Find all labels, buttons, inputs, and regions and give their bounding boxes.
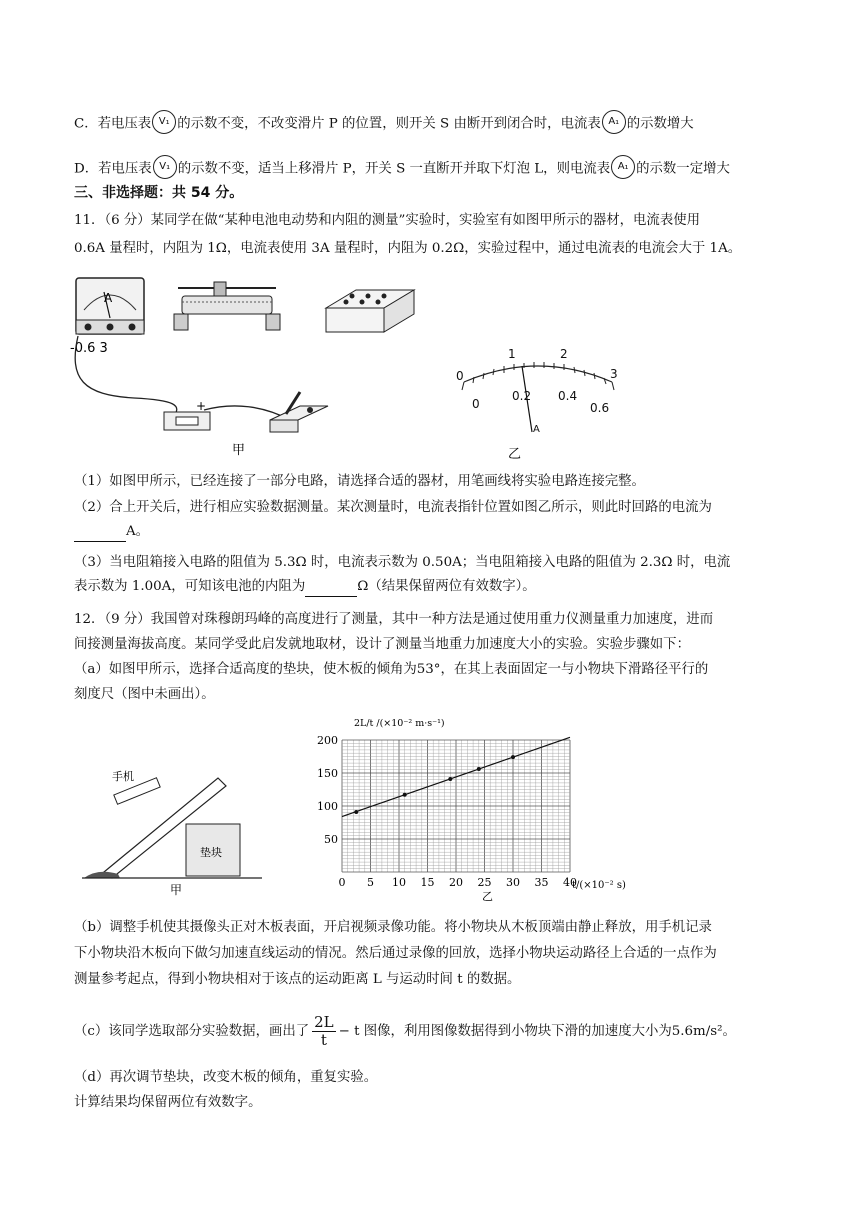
option-c: C．若电压表 V₁ 的示数不变，不改变滑片 P 的位置，则开关 S 由断开到闭合时，电流表 A₁ 的示数增大 — [74, 112, 798, 136]
q12-step-b1: （b）调整手机使其摄像头正对木板表面，开启视频录像功能。将小物块从木板顶端由静止释放，用手机记录 — [74, 920, 712, 935]
switch-device — [270, 392, 328, 432]
fig-jia-label: 甲 — [232, 443, 246, 458]
q12-note: 计算结果均保留两位有效数字。 — [74, 1095, 262, 1110]
q12-step-b3: 测量参考起点，得到小物块相对于该点的运动距离 L 与运动时间 t 的数据。 — [74, 972, 521, 987]
data-point — [477, 767, 481, 771]
svg-text:手机: 手机 — [112, 770, 134, 783]
ammeter-device — [70, 278, 144, 356]
q11-part1: （1）如图甲所示，已经连接了一部分电路，请选择合适的器材，用笔画线将实验电路连接完整。 — [74, 474, 645, 489]
y-tick-label: 50 — [324, 833, 338, 846]
data-point — [448, 777, 452, 781]
y-axis-label: 2L/t /(×10⁻² m·s⁻¹) — [354, 718, 445, 729]
graph-figure — [317, 712, 650, 903]
q12-step-c: （c）该同学选取部分实验数据，画出了 $\frac{2L}{t}$ − t 图像，利用图像数据得到小物块下滑的加速度大小为5.6m/s²。 — [74, 1013, 736, 1049]
x-axis-label: t/(×10⁻² s) — [572, 880, 626, 891]
section-heading: 三、非选择题：共 54 分。 — [74, 185, 244, 201]
q11-line1: 11．（6 分）某同学在做“某种电池电动势和内阻的测量”实验时，实验室有如图甲所示的器材，电流表使用 — [74, 213, 700, 228]
voltmeter-icon: V₁ — [152, 110, 176, 134]
svg-text:-0.6 3: -0.6 3 — [70, 341, 108, 356]
q11-part3: （3）当电阻箱接入电路的阻值为 5.3Ω 时，电流表示数为 0.50A；当电阻箱接入电路的阻值为 2.3Ω 时，电流 — [74, 555, 731, 570]
answer-blank[interactable] — [74, 527, 126, 542]
q11-part2: （2）合上开关后，进行相应实验数据测量。某次测量时，电流表指针位置如图乙所示，则此时回路的电流为 — [74, 500, 712, 515]
fraction-2l-over-t: $\frac{2L}{t}$ — [314, 1013, 334, 1049]
q11-part3-answer: 表示数为 1.00A，可知该电池的内阻为 Ω（结果保留两位有效数字）。 — [74, 577, 798, 597]
incline-figure — [78, 760, 268, 895]
data-point — [403, 793, 407, 797]
x-tick-label: 15 — [420, 876, 435, 889]
q11-line2: 0.6A 量程时，内阻为 1Ω，电流表使用 3A 量程时，内阻为 0.2Ω，实验过程中，通过电流表的电流会大于 1A。 — [74, 241, 742, 256]
x-tick-label: 40 — [563, 876, 577, 889]
q12-step-d: （d）再次调节垫块，改变木板的倾角，重复实验。 — [74, 1070, 378, 1085]
svg-text:0: 0 — [472, 397, 480, 411]
x-tick-label: 30 — [506, 876, 520, 889]
ammeter-icon: A₁ — [602, 110, 626, 134]
svg-text:垫块: 垫块 — [200, 846, 222, 859]
resistance-box — [326, 290, 414, 332]
y-tick-label: 150 — [317, 767, 338, 780]
svg-text:0.2: 0.2 — [512, 389, 532, 403]
q12-step-b2: 下小物块沿木板向下做匀加速直线运动的情况。然后通过录像的回放，选择小物块运动路径上合适的一点作为 — [74, 946, 717, 961]
q12-line1: 12．（9 分）我国曾对珠穆朗玛峰的高度进行了测量，其中一种方法是通过使用重力仪测量重力加速度，进而 — [74, 612, 714, 627]
data-point — [511, 755, 515, 759]
y-tick-label: 100 — [317, 800, 338, 813]
plot-grid — [342, 740, 570, 872]
apparatus-figure — [64, 270, 424, 460]
svg-text:1: 1 — [508, 347, 516, 361]
voltmeter-icon: V₁ — [153, 155, 177, 179]
fig-yi-label: 乙 — [508, 447, 522, 462]
q12-line2: 间接测量海拔高度。某同学受此启发就地取材，设计了测量当地重力加速度大小的实验。实验步骤如下： — [74, 637, 690, 652]
option-d: D．若电压表 V₁ 的示数不变，适当上移滑片 P，开关 S 一直断开并取下灯泡 L，则电流表 A₁ 的示数一定增大 — [74, 157, 798, 181]
q12-step-a2: 刻度尺（图中未画出）。 — [74, 687, 215, 702]
svg-text:A: A — [533, 424, 540, 435]
svg-text:0: 0 — [456, 369, 464, 383]
ammeter-icon: A₁ — [611, 155, 635, 179]
x-tick-label: 35 — [534, 876, 549, 889]
answer-blank[interactable] — [305, 582, 357, 597]
x-tick-label: 20 — [449, 876, 463, 889]
svg-text:A: A — [104, 291, 113, 305]
svg-text:乙: 乙 — [482, 890, 493, 903]
x-tick-label: 25 — [477, 876, 492, 889]
q12-step-a1: （a）如图甲所示，选择合适高度的垫块，使木板的倾角为53°，在其上表面固定一与小物块下滑路径平行的 — [74, 662, 709, 677]
rheostat-device — [174, 282, 280, 330]
y-tick-label: 200 — [317, 734, 338, 747]
svg-text:3: 3 — [610, 367, 618, 381]
svg-text:0.4: 0.4 — [558, 389, 578, 403]
svg-text:+: + — [196, 399, 207, 413]
x-tick-label: 5 — [367, 876, 374, 889]
x-tick-label: 0 — [338, 876, 346, 889]
svg-text:0.6: 0.6 — [590, 401, 610, 415]
meter-scale-figure — [440, 340, 640, 465]
data-point — [354, 810, 358, 814]
q11-part2-answer: A。 — [74, 522, 798, 542]
svg-text:甲: 甲 — [170, 883, 183, 897]
svg-text:2: 2 — [560, 347, 568, 361]
x-tick-label: 10 — [392, 876, 406, 889]
